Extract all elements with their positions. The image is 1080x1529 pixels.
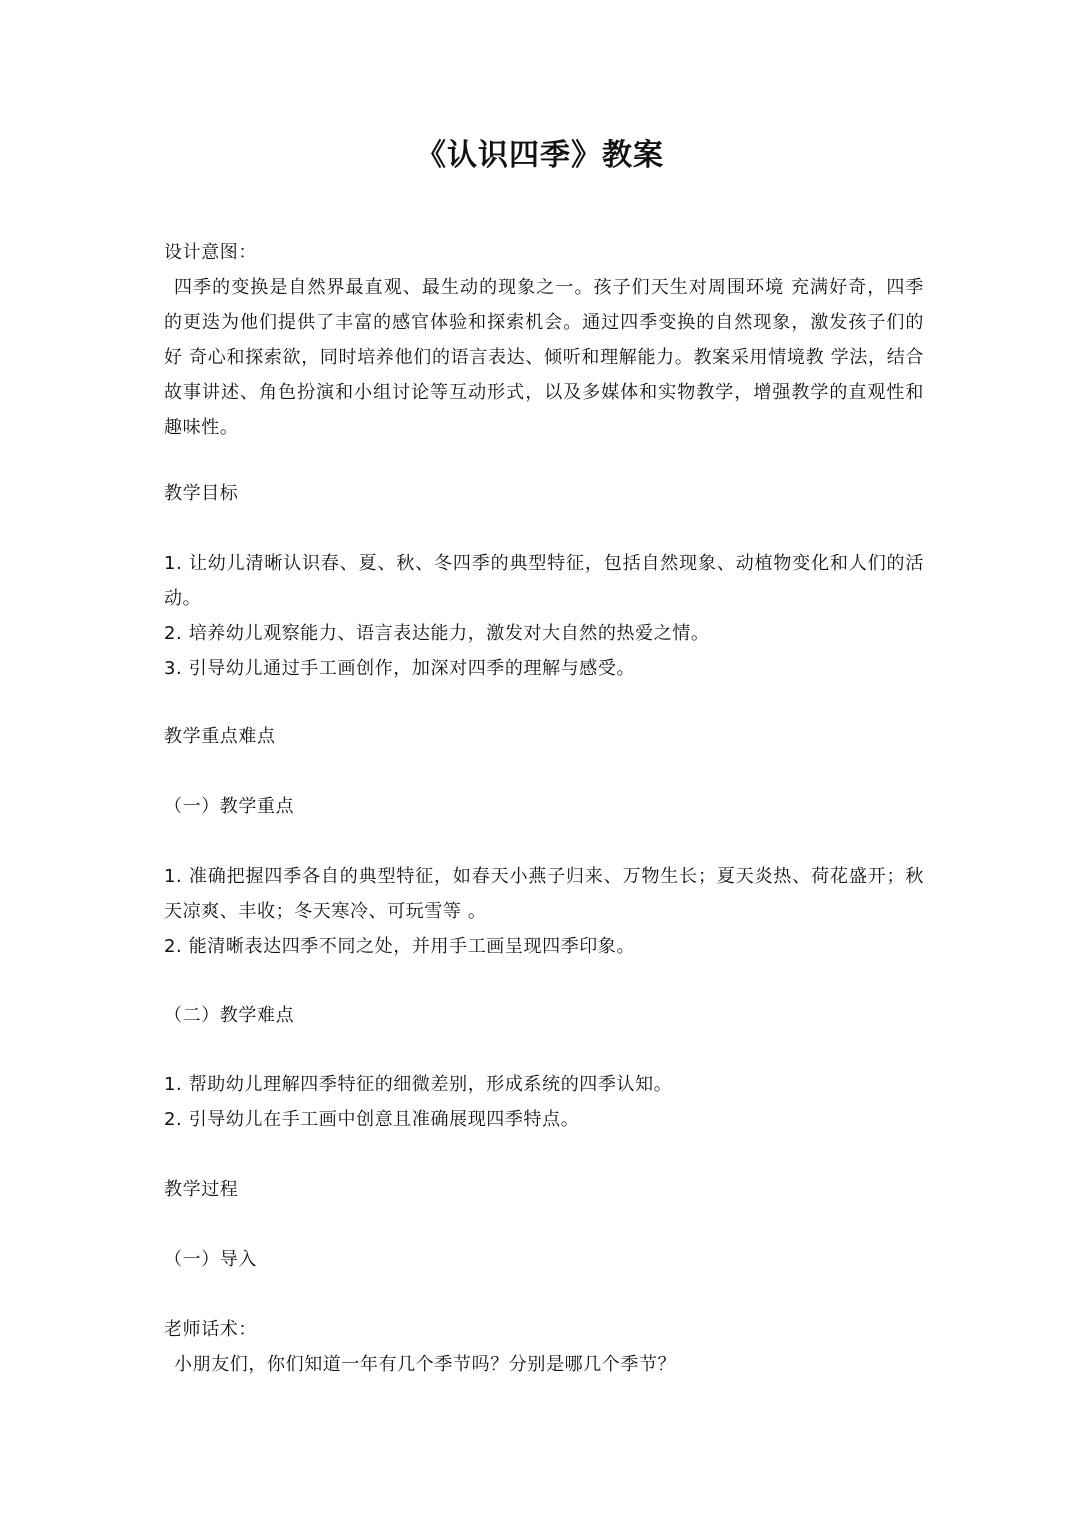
goal-item: 1. 让幼儿清晰认识春、夏、秋、冬四季的典型特征，包括自然现象、动植物变化和人们的活动。 (164, 553, 924, 609)
focus-heading: （一）教学重点 (164, 796, 295, 817)
teacher-script-section (164, 1312, 924, 1382)
document-title: 《认识四季》教案 (416, 138, 664, 173)
design-intent-section (164, 235, 924, 445)
teacher-script-label: 老师话术： (164, 1319, 257, 1340)
design-intent-label: 设计意图： (164, 242, 257, 263)
goal-item: 3. 引导幼儿通过手工画创作，加深对四季的理解与感受。 (164, 658, 636, 679)
difficulty-item: 2. 引导幼儿在手工画中创意且准确展现四季特点。 (164, 1109, 580, 1130)
goals-list (164, 546, 924, 686)
goals-heading: 教学目标 (164, 483, 239, 504)
key-points-heading: 教学重点难点 (164, 726, 276, 747)
difficulty-list (164, 1067, 924, 1137)
difficulty-heading: （二）教学难点 (164, 1005, 295, 1026)
teacher-script-text: 小朋友们，你们知道一年有几个季节吗？分别是哪几个季节？ (174, 1354, 677, 1375)
goal-item: 2. 培养幼儿观察能力、语言表达能力，激发对大自然的热爱之情。 (164, 623, 710, 644)
design-intent-text: 四季的变换是自然界最直观、最生动的现象之一。孩子们天生对周围环境 充满好奇，四季的更迭为他们提供了丰富的感官体验和探索机会。通过四季变换的自然现象，激发孩子们的好 奇心和探索欲，同时培养他们的语言表达、倾听和理解能力。教案采用情境教 学法，结合故事讲述、角色扮演和小组讨论等互动形式，以及多媒体和实物教学，增强教学的直观性和趣味性。 (164, 277, 924, 438)
difficulty-item: 1. 帮助幼儿理解四季特征的细微差别，形成系统的四季认知。 (164, 1074, 673, 1095)
focus-item: 2. 能清晰表达四季不同之处，并用手工画呈现四季印象。 (164, 936, 636, 957)
intro-heading: （一）导入 (164, 1249, 257, 1270)
focus-list (164, 859, 924, 964)
focus-item: 1. 准确把握四季各自的典型特征，如春天小燕子归来、万物生长；夏天炎热、荷花盛开；秋天凉爽、丰收；冬天寒冷、可玩雪等 。 (164, 866, 924, 922)
process-heading: 教学过程 (164, 1179, 239, 1200)
